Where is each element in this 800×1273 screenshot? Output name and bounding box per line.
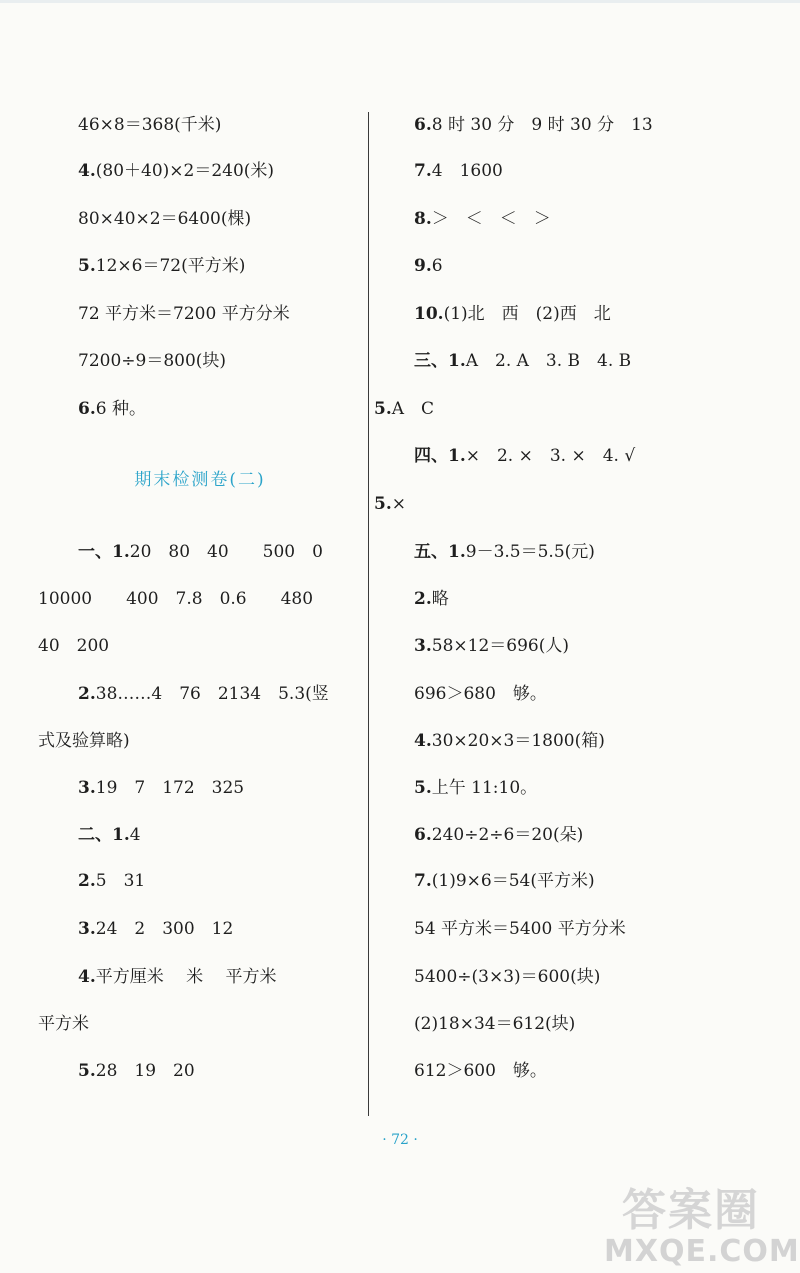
answer-line [78,965,277,989]
answer-number: 2. [414,589,432,609]
answer-text: A C [391,399,435,419]
answer-text: 19 7 172 325 [95,778,245,798]
answer-text: 9－3.5＝5.5(元) [465,542,595,562]
answer-line [414,917,626,941]
answer-text: (1)9×6＝54(平方米) [431,871,595,891]
answer-text: 5400÷(3×3)＝600(块) [414,967,601,987]
answer-text: 5 31 [95,871,146,891]
answer-line [38,634,109,658]
answer-text: 6 [431,256,443,276]
answer-text: (1)北 西 (2)西 北 [443,304,611,324]
answer-number: 2. [78,871,96,891]
answer-line [78,1059,195,1083]
answer-text: 240÷2÷6＝20(朵) [431,825,584,845]
answer-line [38,729,130,753]
answer-line [414,254,443,278]
answer-line [414,965,600,989]
answer-text: 4 [129,825,141,845]
answer-line [78,113,221,137]
answer-text: 平方米 [38,1014,89,1034]
answer-line [38,587,313,611]
answer-line [78,302,290,326]
answer-text: 略 [431,589,449,609]
answer-text: 54 平方米＝5400 平方分米 [414,919,626,939]
answer-number: 4. [78,967,96,987]
answer-text: 72 平方米＝7200 平方分米 [78,304,290,324]
answer-number: 二、1. [78,825,130,845]
answer-line [414,113,653,137]
answer-text: 7200÷9＝800(块) [78,351,227,371]
answer-text: 6 种。 [95,399,146,419]
answer-line [414,302,611,326]
answer-number: 5. [374,494,392,514]
answer-number: 一、1. [78,542,130,562]
column-divider [368,112,369,1116]
answer-text: 4 1600 [431,161,503,181]
answer-number: 五、1. [414,542,466,562]
answer-text: 30×20×3＝1800(箱) [431,731,605,751]
answer-line [414,1059,547,1083]
answer-line [414,1012,575,1036]
answer-number: 四、1. [414,446,466,466]
watermark-logo [600,1168,800,1273]
answer-number: 9. [414,256,432,276]
answer-text: 612＞600 够。 [414,1061,547,1081]
answer-line [78,254,245,278]
answer-text: (2)18×34＝612(块) [414,1014,576,1034]
answer-number: 10. [414,304,444,324]
answer-line [78,207,251,231]
answer-number: 5. [78,1061,96,1081]
answer-number: 4. [78,161,96,181]
answer-line [78,159,274,183]
answer-number: 6. [414,825,432,845]
answer-number: 三、1. [414,351,466,371]
answer-number: 4. [414,731,432,751]
answer-line [78,540,323,564]
answer-line [78,397,146,421]
answer-number: 3. [414,636,432,656]
answer-line [414,540,595,564]
answer-text: 38……4 76 2134 5.3(竖 [95,684,329,704]
answer-line [414,349,631,373]
answer-text: × 2. × 3. × 4. √ [465,446,636,466]
answer-text: 平方厘米 米 平方米 [95,967,277,987]
answer-text: 28 19 20 [95,1061,195,1081]
answer-line [414,823,583,847]
answer-text: 58×12＝696(人) [431,636,569,656]
answer-number: 2. [78,684,96,704]
answer-number: 7. [414,871,432,891]
answer-line [374,397,434,421]
answer-line [78,869,145,893]
answer-text: 上午 11:10。 [431,778,538,798]
answer-text: ＞ ＜ ＜ ＞ [431,209,551,229]
answer-text: 式及验算略) [38,731,130,751]
answer-text: (80＋40)×2＝240(米) [95,161,275,181]
answer-text: × [391,494,406,514]
watermark-top-text: 答案圈 [622,1185,760,1236]
answer-line [414,682,547,706]
answer-number: 3. [78,919,96,939]
watermark-bottom-text: MXQE.COM [604,1234,800,1269]
answer-text: 46×8＝368(千米) [78,115,222,135]
answer-number: 5. [374,399,392,419]
top-edge-line [0,0,800,3]
answer-text: A 2. A 3. B 4. B [465,351,632,371]
answer-line [78,917,233,941]
section-title: 期末检测卷(二) [134,470,266,490]
answer-number: 7. [414,161,432,181]
answer-number: 6. [414,115,432,135]
answer-number: 5. [78,256,96,276]
answer-line [414,207,551,231]
answer-line [38,1012,89,1036]
answer-line [414,729,605,753]
answer-line [78,776,244,800]
answer-text: 696＞680 够。 [414,684,547,704]
answer-line [414,159,503,183]
answer-number: 6. [78,399,96,419]
answer-text: 10000 400 7.8 0.6 480 [38,589,314,609]
answer-text: 20 80 40 500 0 [129,542,323,562]
page-number: · 72 · [382,1132,418,1148]
answer-text: 40 200 [38,636,110,656]
answer-line [414,634,569,658]
answer-line [414,587,449,611]
answer-number: 5. [414,778,432,798]
answer-line [78,349,226,373]
answer-text: 12×6＝72(平方米) [95,256,246,276]
answer-text: 80×40×2＝6400(棵) [78,209,252,229]
answer-line [78,823,141,847]
answer-number: 3. [78,778,96,798]
answer-number: 8. [414,209,432,229]
answer-line [78,682,329,706]
answer-line [414,776,537,800]
answer-line [414,869,595,893]
answer-line [414,444,635,468]
answer-text: 8 时 30 分 9 时 30 分 13 [431,115,653,135]
answer-text: 24 2 300 12 [95,919,234,939]
answer-line [374,492,406,516]
